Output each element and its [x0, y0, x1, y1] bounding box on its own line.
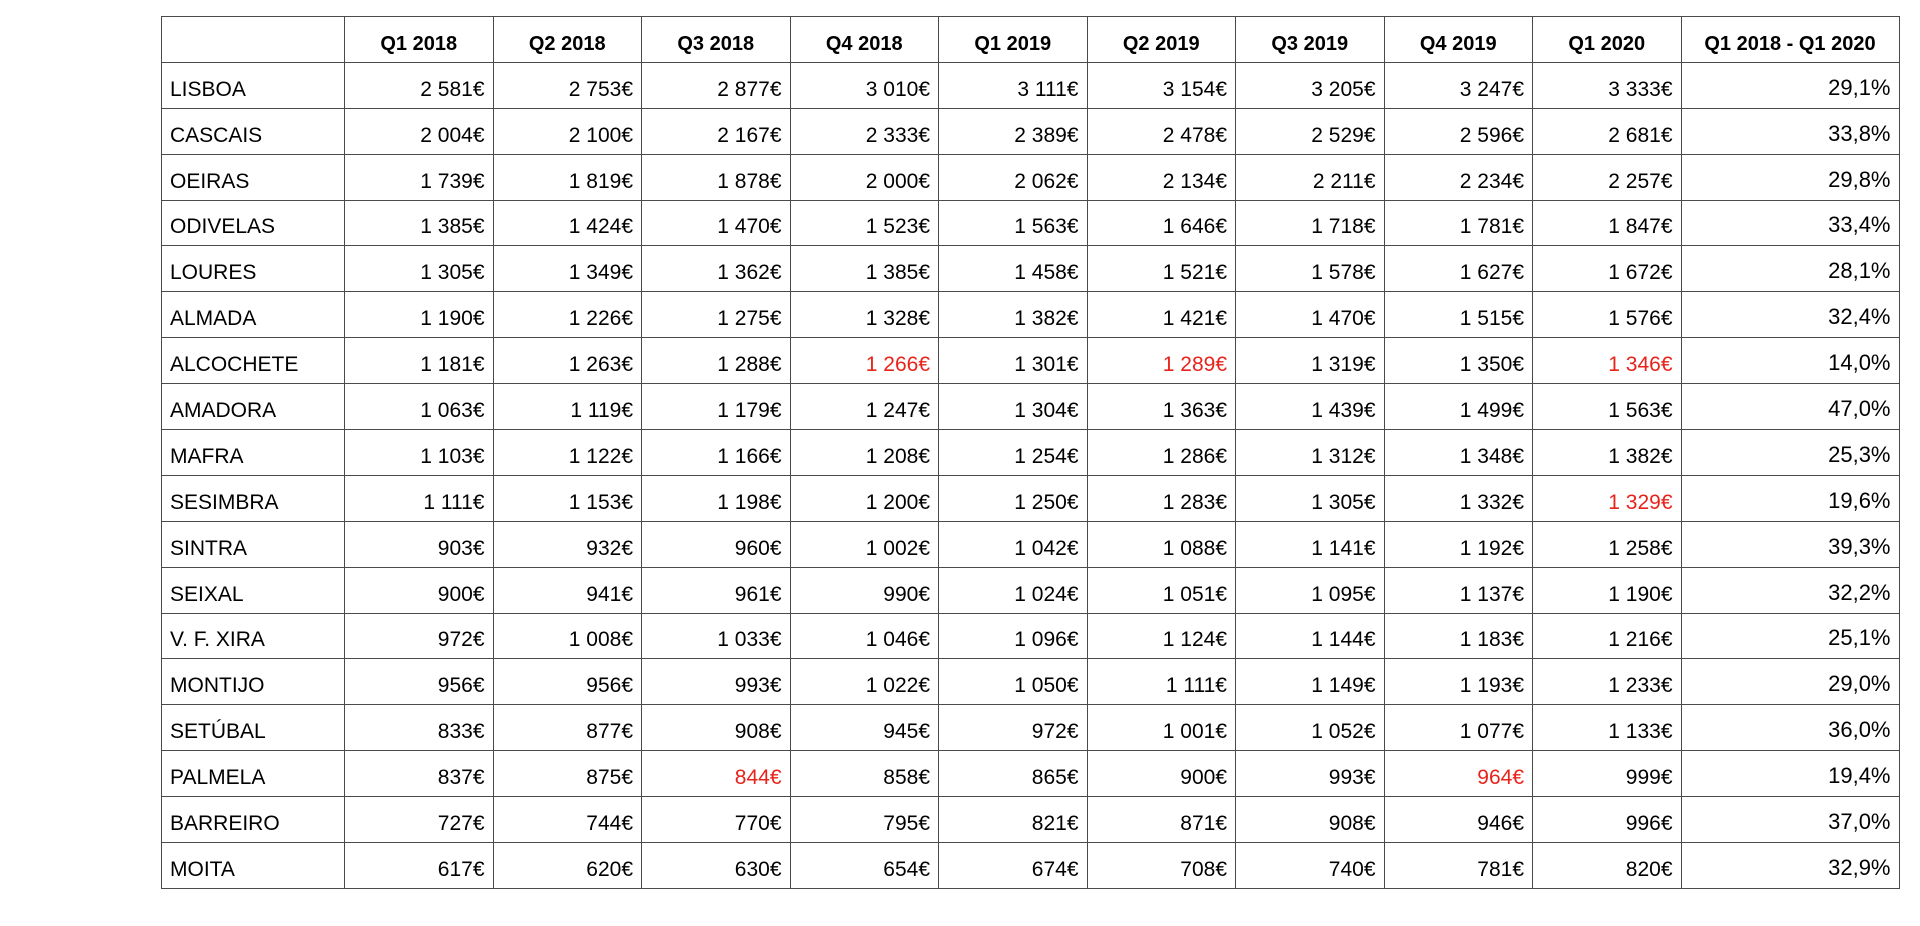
price-cell: 795€: [790, 797, 939, 843]
price-cell: 1 305€: [345, 246, 494, 292]
price-cell: 1 563€: [939, 200, 1088, 246]
price-cell: 3 247€: [1384, 62, 1533, 108]
price-cell: 1 328€: [790, 292, 939, 338]
price-cell: 956€: [345, 659, 494, 705]
price-cell: 1 250€: [939, 475, 1088, 521]
price-cell: 1 289€: [1087, 338, 1236, 384]
change-cell: 33,8%: [1681, 108, 1899, 154]
price-cell: 1 672€: [1533, 246, 1682, 292]
price-cell: 1 332€: [1384, 475, 1533, 521]
price-cell: 1 153€: [493, 475, 642, 521]
price-cell: 875€: [493, 751, 642, 797]
price-cell: 1 190€: [1533, 567, 1682, 613]
price-cell: 964€: [1384, 751, 1533, 797]
price-cell: 820€: [1533, 843, 1682, 889]
price-cell: 1 088€: [1087, 521, 1236, 567]
header-quarter-cell: Q2 2019: [1087, 17, 1236, 63]
municipality-name: SEIXAL: [162, 567, 345, 613]
price-cell: 1 254€: [939, 430, 1088, 476]
price-cell: 1 878€: [642, 154, 791, 200]
price-cell: 3 010€: [790, 62, 939, 108]
change-cell: 29,0%: [1681, 659, 1899, 705]
price-cell: 1 226€: [493, 292, 642, 338]
price-cell: 2 134€: [1087, 154, 1236, 200]
price-cell: 961€: [642, 567, 791, 613]
price-cell: 1 286€: [1087, 430, 1236, 476]
price-cell: 2 389€: [939, 108, 1088, 154]
price-cell: 1 008€: [493, 613, 642, 659]
price-cell: 674€: [939, 843, 1088, 889]
price-cell: 1 166€: [642, 430, 791, 476]
price-cell: 1 348€: [1384, 430, 1533, 476]
price-cell: 770€: [642, 797, 791, 843]
change-cell: 28,1%: [1681, 246, 1899, 292]
price-cell: 1 819€: [493, 154, 642, 200]
price-cell: 2 877€: [642, 62, 791, 108]
municipality-name: CASCAIS: [162, 108, 345, 154]
price-cell: 903€: [345, 521, 494, 567]
table-row: [162, 751, 1900, 797]
table-row: [162, 797, 1900, 843]
change-cell: 14,0%: [1681, 338, 1899, 384]
price-cell: 837€: [345, 751, 494, 797]
price-cell: 865€: [939, 751, 1088, 797]
price-cell: 1 847€: [1533, 200, 1682, 246]
municipality-name: MONTIJO: [162, 659, 345, 705]
price-cell: 993€: [1236, 751, 1385, 797]
municipality-name: AMADORA: [162, 384, 345, 430]
change-cell: 36,0%: [1681, 705, 1899, 751]
price-cell: 1 033€: [642, 613, 791, 659]
price-cell: 1 304€: [939, 384, 1088, 430]
price-cell: 1 288€: [642, 338, 791, 384]
price-cell: 2 000€: [790, 154, 939, 200]
price-cell: 1 144€: [1236, 613, 1385, 659]
price-cell: 1 362€: [642, 246, 791, 292]
price-cell: 2 167€: [642, 108, 791, 154]
table-row: [162, 521, 1900, 567]
price-cell: 1 458€: [939, 246, 1088, 292]
price-cell: 1 385€: [345, 200, 494, 246]
price-cell: 1 739€: [345, 154, 494, 200]
price-cell: 781€: [1384, 843, 1533, 889]
price-cell: 1 718€: [1236, 200, 1385, 246]
table-row: [162, 292, 1900, 338]
price-cell: 996€: [1533, 797, 1682, 843]
price-cell: 1 385€: [790, 246, 939, 292]
price-cell: 1 275€: [642, 292, 791, 338]
price-cell: 1 122€: [493, 430, 642, 476]
municipality-name: OEIRAS: [162, 154, 345, 200]
municipality-name: SINTRA: [162, 521, 345, 567]
change-cell: 29,1%: [1681, 62, 1899, 108]
price-cell: 1 646€: [1087, 200, 1236, 246]
table-row: [162, 567, 1900, 613]
price-cell: 858€: [790, 751, 939, 797]
change-cell: 25,3%: [1681, 430, 1899, 476]
table-row: [162, 384, 1900, 430]
price-cell: 1 283€: [1087, 475, 1236, 521]
price-cell: 1 349€: [493, 246, 642, 292]
price-cell: 2 681€: [1533, 108, 1682, 154]
price-cell: 1 421€: [1087, 292, 1236, 338]
price-cell: 2 581€: [345, 62, 494, 108]
price-cell: 1 179€: [642, 384, 791, 430]
municipality-name: LOURES: [162, 246, 345, 292]
price-cell: 1 141€: [1236, 521, 1385, 567]
price-cell: 3 205€: [1236, 62, 1385, 108]
price-cell: 1 439€: [1236, 384, 1385, 430]
price-cell: 1 050€: [939, 659, 1088, 705]
price-cell: 941€: [493, 567, 642, 613]
price-cell: 908€: [1236, 797, 1385, 843]
change-cell: 32,9%: [1681, 843, 1899, 889]
price-cell: 1 329€: [1533, 475, 1682, 521]
price-cell: 617€: [345, 843, 494, 889]
price-cell: 708€: [1087, 843, 1236, 889]
price-cell: 2 529€: [1236, 108, 1385, 154]
price-cell: 2 753€: [493, 62, 642, 108]
price-cell: 900€: [1087, 751, 1236, 797]
price-cell: 1 319€: [1236, 338, 1385, 384]
table-row: [162, 659, 1900, 705]
price-cell: 956€: [493, 659, 642, 705]
municipality-name: MAFRA: [162, 430, 345, 476]
price-cell: 1 208€: [790, 430, 939, 476]
price-table: [161, 16, 1900, 889]
price-cell: 2 234€: [1384, 154, 1533, 200]
municipality-name: SETÚBAL: [162, 705, 345, 751]
price-cell: 1 521€: [1087, 246, 1236, 292]
municipality-name: V. F. XIRA: [162, 613, 345, 659]
price-cell: 2 100€: [493, 108, 642, 154]
price-cell: 821€: [939, 797, 1088, 843]
price-cell: 960€: [642, 521, 791, 567]
price-cell: 1 190€: [345, 292, 494, 338]
price-cell: 1 266€: [790, 338, 939, 384]
price-cell: 1 258€: [1533, 521, 1682, 567]
price-cell: 1 193€: [1384, 659, 1533, 705]
change-cell: 47,0%: [1681, 384, 1899, 430]
price-cell: 1 096€: [939, 613, 1088, 659]
price-cell: 972€: [939, 705, 1088, 751]
price-cell: 844€: [642, 751, 791, 797]
change-cell: 33,4%: [1681, 200, 1899, 246]
price-cell: 1 363€: [1087, 384, 1236, 430]
change-cell: 19,4%: [1681, 751, 1899, 797]
price-cell: 3 154€: [1087, 62, 1236, 108]
price-cell: 1 301€: [939, 338, 1088, 384]
price-cell: 654€: [790, 843, 939, 889]
table-row: [162, 613, 1900, 659]
price-cell: 1 781€: [1384, 200, 1533, 246]
price-cell: 900€: [345, 567, 494, 613]
price-cell: 1 627€: [1384, 246, 1533, 292]
price-cell: 1 563€: [1533, 384, 1682, 430]
header-quarter-cell: Q1 2020: [1533, 17, 1682, 63]
municipality-name: ALCOCHETE: [162, 338, 345, 384]
price-cell: 1 137€: [1384, 567, 1533, 613]
price-cell: 1 046€: [790, 613, 939, 659]
price-cell: 999€: [1533, 751, 1682, 797]
header-quarter-cell: Q2 2018: [493, 17, 642, 63]
header-row: [162, 17, 1900, 63]
price-cell: 1 024€: [939, 567, 1088, 613]
price-cell: 871€: [1087, 797, 1236, 843]
table-row: [162, 705, 1900, 751]
price-cell: 1 022€: [790, 659, 939, 705]
municipality-name: PALMELA: [162, 751, 345, 797]
price-cell: 1 183€: [1384, 613, 1533, 659]
price-cell: 1 578€: [1236, 246, 1385, 292]
price-cell: 1 051€: [1087, 567, 1236, 613]
price-cell: 620€: [493, 843, 642, 889]
price-cell: 1 133€: [1533, 705, 1682, 751]
price-cell: 1 263€: [493, 338, 642, 384]
price-cell: 1 470€: [642, 200, 791, 246]
header-quarter-cell: Q3 2018: [642, 17, 791, 63]
price-cell: 932€: [493, 521, 642, 567]
price-cell: 1 523€: [790, 200, 939, 246]
price-cell: 2 004€: [345, 108, 494, 154]
price-cell: 1 119€: [493, 384, 642, 430]
price-cell: 2 333€: [790, 108, 939, 154]
municipality-name: BARREIRO: [162, 797, 345, 843]
change-cell: 19,6%: [1681, 475, 1899, 521]
table-row: [162, 843, 1900, 889]
price-cell: 1 149€: [1236, 659, 1385, 705]
price-cell: 1 042€: [939, 521, 1088, 567]
price-cell: 1 002€: [790, 521, 939, 567]
price-cell: 1 305€: [1236, 475, 1385, 521]
table-row: [162, 108, 1900, 154]
price-cell: 630€: [642, 843, 791, 889]
table-row: [162, 338, 1900, 384]
municipality-name: LISBOA: [162, 62, 345, 108]
price-cell: 1 198€: [642, 475, 791, 521]
price-cell: 945€: [790, 705, 939, 751]
price-cell: 2 478€: [1087, 108, 1236, 154]
header-change-cell: Q1 2018 - Q1 2020: [1681, 17, 1899, 63]
price-cell: 2 257€: [1533, 154, 1682, 200]
price-cell: 1 181€: [345, 338, 494, 384]
price-cell: 1 077€: [1384, 705, 1533, 751]
municipality-name: SESIMBRA: [162, 475, 345, 521]
price-cell: 877€: [493, 705, 642, 751]
price-cell: 1 350€: [1384, 338, 1533, 384]
municipality-name: MOITA: [162, 843, 345, 889]
price-cell: 1 499€: [1384, 384, 1533, 430]
table-row: [162, 246, 1900, 292]
price-cell: 2 062€: [939, 154, 1088, 200]
price-cell: 1 470€: [1236, 292, 1385, 338]
table-row: [162, 430, 1900, 476]
price-cell: 1 382€: [939, 292, 1088, 338]
table-row: [162, 475, 1900, 521]
price-cell: 1 001€: [1087, 705, 1236, 751]
header-quarter-cell: Q4 2019: [1384, 17, 1533, 63]
price-cell: 1 312€: [1236, 430, 1385, 476]
price-cell: 744€: [493, 797, 642, 843]
price-cell: 908€: [642, 705, 791, 751]
change-cell: 39,3%: [1681, 521, 1899, 567]
price-cell: 1 346€: [1533, 338, 1682, 384]
table-row: [162, 200, 1900, 246]
price-cell: 1 103€: [345, 430, 494, 476]
change-cell: 29,8%: [1681, 154, 1899, 200]
table-body: [162, 62, 1900, 888]
price-cell: 1 515€: [1384, 292, 1533, 338]
price-cell: 1 192€: [1384, 521, 1533, 567]
price-cell: 1 063€: [345, 384, 494, 430]
price-cell: 993€: [642, 659, 791, 705]
header-quarter-cell: Q4 2018: [790, 17, 939, 63]
price-cell: 1 111€: [345, 475, 494, 521]
table-row: [162, 154, 1900, 200]
price-cell: 1 216€: [1533, 613, 1682, 659]
price-cell: 1 576€: [1533, 292, 1682, 338]
price-cell: 3 333€: [1533, 62, 1682, 108]
price-cell: 972€: [345, 613, 494, 659]
municipality-name: ALMADA: [162, 292, 345, 338]
change-cell: 32,4%: [1681, 292, 1899, 338]
price-cell: 1 424€: [493, 200, 642, 246]
price-cell: 833€: [345, 705, 494, 751]
price-cell: 1 095€: [1236, 567, 1385, 613]
price-cell: 2 211€: [1236, 154, 1385, 200]
price-cell: 740€: [1236, 843, 1385, 889]
header-quarter-cell: Q1 2018: [345, 17, 494, 63]
change-cell: 37,0%: [1681, 797, 1899, 843]
price-cell: 2 596€: [1384, 108, 1533, 154]
change-cell: 32,2%: [1681, 567, 1899, 613]
header-quarter-cell: Q3 2019: [1236, 17, 1385, 63]
price-cell: 1 382€: [1533, 430, 1682, 476]
table-container: [161, 16, 1900, 889]
change-cell: 25,1%: [1681, 613, 1899, 659]
price-cell: 946€: [1384, 797, 1533, 843]
price-cell: 1 124€: [1087, 613, 1236, 659]
price-cell: 1 111€: [1087, 659, 1236, 705]
price-cell: 1 200€: [790, 475, 939, 521]
municipality-name: ODIVELAS: [162, 200, 345, 246]
price-cell: 1 052€: [1236, 705, 1385, 751]
table-row: [162, 62, 1900, 108]
header-corner-cell: [162, 17, 345, 63]
price-cell: 1 247€: [790, 384, 939, 430]
price-cell: 1 233€: [1533, 659, 1682, 705]
price-cell: 990€: [790, 567, 939, 613]
header-quarter-cell: Q1 2019: [939, 17, 1088, 63]
price-cell: 3 111€: [939, 62, 1088, 108]
price-cell: 727€: [345, 797, 494, 843]
